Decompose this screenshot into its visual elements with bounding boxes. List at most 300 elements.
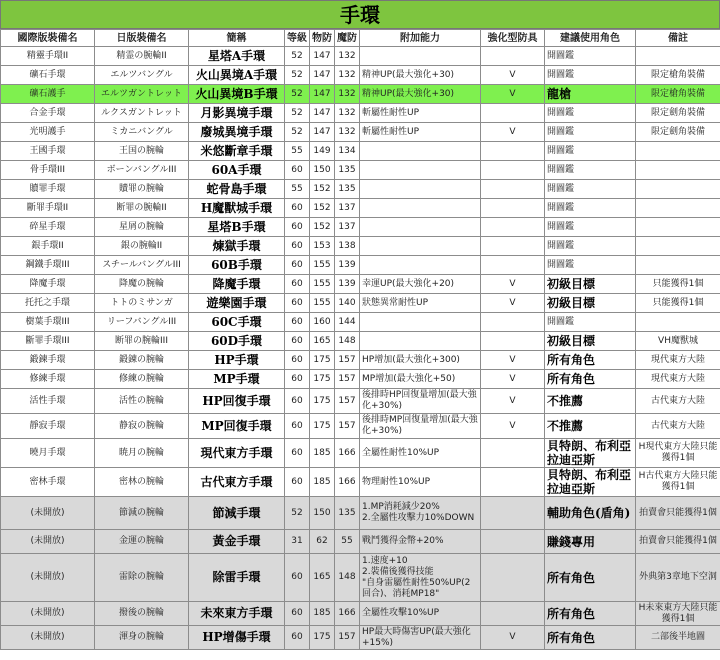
col-header-jp-name: 日版裝備名 [95,30,189,47]
cell-pdef: 185 [310,468,335,497]
cell-ability [360,218,481,237]
cell-note [636,161,720,180]
cell-intl-name: (未開放) [1,626,95,650]
cell-level: 60 [285,468,310,497]
cell-jp-name: ボーンバングルIII [95,161,189,180]
cell-note: H現代東方大陸只能獲得1個 [636,439,720,468]
cell-mdef: 132 [335,123,360,142]
cell-recommended: 輔助角色(盾角) [545,497,636,530]
cell-recommended: 不推薦 [545,389,636,414]
cell-recommended: 初級目標 [545,275,636,294]
cell-short-name: MP手環 [189,370,285,389]
cell-mdef: 137 [335,199,360,218]
cell-intl-name: 斷罪手環II [1,199,95,218]
cell-pdef: 160 [310,313,335,332]
cell-enhanced [481,237,545,256]
cell-note: 拍賣會只能獲得1個 [636,497,720,530]
cell-jp-name: 雷除の腕輪 [95,554,189,602]
cell-note: 只能獲得1個 [636,294,720,313]
cell-note: 限定槍角裝備 [636,85,720,104]
cell-intl-name: 樹葉手環III [1,313,95,332]
cell-short-name: HP增傷手環 [189,626,285,650]
cell-enhanced [481,180,545,199]
cell-ability: 幸運UP(最大強化+20) [360,275,481,294]
cell-level: 60 [285,414,310,439]
cell-level: 60 [285,370,310,389]
cell-level: 60 [285,313,310,332]
col-header-pdef: 物防 [310,30,335,47]
cell-intl-name: 贖罪手環 [1,180,95,199]
cell-ability: HP增加(最大強化+300) [360,351,481,370]
cell-note: 外典第3章地下空洞 [636,554,720,602]
cell-ability: 精神UP(最大強化+30) [360,66,481,85]
cell-recommended: 貝特朗、布利亞拉迪亞斯 [545,468,636,497]
header-row [1,30,720,47]
cell-level: 52 [285,66,310,85]
table-row [1,530,720,554]
cell-recommended: 開圖鑑 [545,218,636,237]
cell-short-name: 蛇骨島手環 [189,180,285,199]
col-header-intl-name: 國際版裝備名 [1,30,95,47]
cell-pdef: 152 [310,180,335,199]
table-row [1,602,720,626]
table-row [1,370,720,389]
cell-jp-name: 節減の腕輪 [95,497,189,530]
col-header-note: 備註 [636,30,720,47]
cell-recommended: 開圖鑑 [545,142,636,161]
cell-intl-name: 合金手環 [1,104,95,123]
cell-mdef: 157 [335,626,360,650]
cell-jp-name: 降魔の腕輪 [95,275,189,294]
table-row [1,439,720,468]
cell-ability: 全屬性耐性10%UP [360,439,481,468]
table-row [1,47,720,66]
cell-pdef: 147 [310,66,335,85]
cell-pdef: 62 [310,530,335,554]
cell-ability: 1.速度+10 2.裝備後獲得技能 "自身雷屬性耐性50%UP(2回合)、消耗MP18" [360,554,481,602]
cell-recommended: 所有角色 [545,554,636,602]
cell-recommended: 開圖鑑 [545,161,636,180]
cell-short-name: 星塔B手環 [189,218,285,237]
cell-level: 60 [285,218,310,237]
cell-ability [360,313,481,332]
table-row [1,161,720,180]
cell-enhanced: V [481,85,545,104]
cell-intl-name: 降魔手環 [1,275,95,294]
cell-mdef: 144 [335,313,360,332]
cell-enhanced [481,142,545,161]
table-row [1,351,720,370]
table-row [1,104,720,123]
cell-level: 60 [285,439,310,468]
cell-pdef: 155 [310,294,335,313]
cell-jp-name: 鍛錬の腕輪 [95,351,189,370]
cell-level: 60 [285,237,310,256]
cell-jp-name: 渾身の腕輪 [95,626,189,650]
cell-note [636,199,720,218]
cell-pdef: 155 [310,256,335,275]
cell-ability [360,161,481,180]
cell-intl-name: 托托之手環 [1,294,95,313]
cell-short-name: 節減手環 [189,497,285,530]
cell-jp-name: 活性の腕輪 [95,389,189,414]
cell-enhanced [481,218,545,237]
col-header-recommended: 建議使用角色 [545,30,636,47]
cell-enhanced: V [481,351,545,370]
cell-mdef: 138 [335,237,360,256]
table-row [1,66,720,85]
cell-pdef: 165 [310,332,335,351]
table-row [1,554,720,602]
cell-intl-name: 精靈手環II [1,47,95,66]
cell-short-name: 古代東方手環 [189,468,285,497]
cell-mdef: 132 [335,47,360,66]
cell-ability: 1.MP消耗減少20% 2.全屬性攻擊力10%DOWN [360,497,481,530]
cell-short-name: 現代東方手環 [189,439,285,468]
cell-short-name: 星塔A手環 [189,47,285,66]
cell-enhanced: V [481,123,545,142]
cell-ability: 斬屬性耐性UP [360,123,481,142]
cell-pdef: 165 [310,554,335,602]
table-row [1,256,720,275]
cell-intl-name: 礦石護手 [1,85,95,104]
cell-intl-name: 礦石手環 [1,66,95,85]
cell-recommended: 所有角色 [545,602,636,626]
cell-intl-name: 曉月手環 [1,439,95,468]
cell-short-name: 60B手環 [189,256,285,275]
cell-enhanced [481,313,545,332]
cell-level: 55 [285,142,310,161]
cell-level: 60 [285,294,310,313]
cell-intl-name: 銀手環II [1,237,95,256]
cell-intl-name: 王國手環 [1,142,95,161]
cell-recommended: 開圖鑑 [545,47,636,66]
cell-short-name: 60D手環 [189,332,285,351]
cell-ability: 精神UP(最大強化+30) [360,85,481,104]
cell-mdef: 148 [335,554,360,602]
cell-jp-name: 断罪の腕輪II [95,199,189,218]
cell-ability [360,142,481,161]
cell-enhanced [481,602,545,626]
cell-short-name: HP回復手環 [189,389,285,414]
cell-short-name: 60C手環 [189,313,285,332]
cell-short-name: 未來東方手環 [189,602,285,626]
cell-jp-name: ミカニバングル [95,123,189,142]
cell-recommended: 所有角色 [545,351,636,370]
cell-mdef: 134 [335,142,360,161]
cell-intl-name: 骨手環III [1,161,95,180]
cell-intl-name: (未開放) [1,497,95,530]
cell-recommended: 初級目標 [545,294,636,313]
cell-pdef: 153 [310,237,335,256]
cell-note: 限定劍角裝備 [636,123,720,142]
cell-ability [360,180,481,199]
cell-ability: 戰鬥獲得金幣+20% [360,530,481,554]
cell-recommended: 開圖鑑 [545,123,636,142]
cell-ability: 後排時MP回復量增加(最大強化+30%) [360,414,481,439]
cell-note: 古代東方大陸 [636,414,720,439]
cell-intl-name: 靜寂手環 [1,414,95,439]
cell-short-name: 米悠斷章手環 [189,142,285,161]
table-row [1,180,720,199]
cell-ability: 後排時HP回復量增加(最大強化+30%) [360,389,481,414]
page-title: 手環 [0,0,720,29]
cell-jp-name: リーフバングルIII [95,313,189,332]
col-header-level: 等級 [285,30,310,47]
cell-note [636,47,720,66]
cell-jp-name: 金運の腕輪 [95,530,189,554]
table-row [1,142,720,161]
cell-short-name: 煉獄手環 [189,237,285,256]
cell-level: 60 [285,275,310,294]
cell-level: 60 [285,199,310,218]
cell-pdef: 152 [310,199,335,218]
cell-pdef: 147 [310,123,335,142]
table-row [1,626,720,650]
cell-intl-name: 鋼鐵手環III [1,256,95,275]
cell-level: 52 [285,47,310,66]
cell-note [636,313,720,332]
cell-enhanced [481,256,545,275]
cell-level: 60 [285,554,310,602]
cell-intl-name: (未開放) [1,530,95,554]
table-row [1,389,720,414]
cell-mdef: 166 [335,602,360,626]
cell-jp-name: 密林の腕輪 [95,468,189,497]
cell-enhanced: V [481,389,545,414]
cell-mdef: 135 [335,180,360,199]
cell-enhanced [481,530,545,554]
cell-level: 60 [285,389,310,414]
cell-jp-name: エルツガントレット [95,85,189,104]
table-row [1,313,720,332]
table-row [1,218,720,237]
cell-note: H未來東方大陸只能獲得1個 [636,602,720,626]
cell-mdef: 148 [335,332,360,351]
cell-recommended: 初級目標 [545,332,636,351]
cell-note: 二部後半地圖 [636,626,720,650]
cell-level: 52 [285,497,310,530]
cell-note [636,218,720,237]
cell-mdef: 135 [335,161,360,180]
table-row [1,85,720,104]
table-row [1,468,720,497]
table-body [1,47,720,650]
cell-recommended: 所有角色 [545,626,636,650]
col-header-short-name: 簡稱 [189,30,285,47]
table-row [1,199,720,218]
cell-note [636,142,720,161]
cell-recommended: 開圖鑑 [545,237,636,256]
cell-pdef: 150 [310,497,335,530]
cell-ability [360,47,481,66]
cell-jp-name: 暁月の腕輪 [95,439,189,468]
cell-enhanced [481,332,545,351]
cell-pdef: 175 [310,626,335,650]
cell-ability [360,199,481,218]
cell-ability: 全屬性攻擊10%UP [360,602,481,626]
cell-note [636,256,720,275]
cell-note: 只能獲得1個 [636,275,720,294]
cell-short-name: 60A手環 [189,161,285,180]
cell-pdef: 175 [310,389,335,414]
cell-jp-name: 修練の腕輪 [95,370,189,389]
cell-recommended: 開圖鑑 [545,66,636,85]
table-row [1,237,720,256]
cell-jp-name: 撥後の腕輪 [95,602,189,626]
cell-level: 60 [285,161,310,180]
bracelet-table [0,29,720,650]
cell-level: 52 [285,104,310,123]
cell-note: 古代東方大陸 [636,389,720,414]
cell-mdef: 140 [335,294,360,313]
table-row [1,497,720,530]
col-header-enhanced: 強化型防具 [481,30,545,47]
cell-mdef: 55 [335,530,360,554]
cell-short-name: 火山異境B手環 [189,85,285,104]
cell-enhanced [481,554,545,602]
cell-jp-name: エルツバングル [95,66,189,85]
cell-mdef: 139 [335,256,360,275]
cell-pdef: 147 [310,47,335,66]
cell-note: VH魔獸城 [636,332,720,351]
cell-pdef: 149 [310,142,335,161]
cell-recommended: 開圖鑑 [545,199,636,218]
cell-pdef: 185 [310,439,335,468]
cell-intl-name: 修練手環 [1,370,95,389]
cell-level: 60 [285,602,310,626]
cell-intl-name: 鍛鍊手環 [1,351,95,370]
cell-short-name: 遊樂園手環 [189,294,285,313]
cell-enhanced: V [481,275,545,294]
cell-jp-name: 銀の腕輪II [95,237,189,256]
cell-recommended: 開圖鑑 [545,256,636,275]
cell-ability: MP增加(最大強化+50) [360,370,481,389]
cell-note: 限定劍角裝備 [636,104,720,123]
cell-ability: HP最大時傷害UP(最大強化+15%) [360,626,481,650]
cell-mdef: 137 [335,218,360,237]
cell-mdef: 157 [335,414,360,439]
cell-level: 60 [285,332,310,351]
cell-mdef: 157 [335,370,360,389]
cell-short-name: 除雷手環 [189,554,285,602]
cell-short-name: 黃金手環 [189,530,285,554]
cell-recommended: 貝特朗、布利亞拉迪亞斯 [545,439,636,468]
cell-short-name: 降魔手環 [189,275,285,294]
cell-intl-name: 碎星手環 [1,218,95,237]
cell-ability [360,237,481,256]
cell-enhanced: V [481,370,545,389]
cell-note: H古代東方大陸只能獲得1個 [636,468,720,497]
cell-enhanced [481,104,545,123]
cell-ability [360,332,481,351]
cell-jp-name: 王国の腕輪 [95,142,189,161]
cell-enhanced: V [481,626,545,650]
table-row [1,275,720,294]
cell-mdef: 135 [335,497,360,530]
cell-mdef: 157 [335,351,360,370]
table-row [1,123,720,142]
cell-level: 55 [285,180,310,199]
table-row [1,294,720,313]
cell-ability: 物理耐性10%UP [360,468,481,497]
cell-intl-name: 斷罪手環III [1,332,95,351]
cell-pdef: 150 [310,161,335,180]
cell-recommended: 所有角色 [545,370,636,389]
cell-jp-name: 静寂の腕輪 [95,414,189,439]
cell-enhanced: V [481,66,545,85]
cell-note: 現代東方大陸 [636,351,720,370]
cell-intl-name: (未開放) [1,602,95,626]
table-row [1,332,720,351]
cell-jp-name: 断罪の腕輪III [95,332,189,351]
cell-pdef: 147 [310,85,335,104]
cell-level: 60 [285,351,310,370]
cell-enhanced [481,497,545,530]
cell-intl-name: 活性手環 [1,389,95,414]
cell-note: 拍賣會只能獲得1個 [636,530,720,554]
cell-level: 60 [285,256,310,275]
cell-intl-name: 密林手環 [1,468,95,497]
cell-recommended: 不推薦 [545,414,636,439]
cell-level: 52 [285,85,310,104]
cell-recommended: 開圖鑑 [545,180,636,199]
cell-short-name: MP回復手環 [189,414,285,439]
cell-jp-name: 贖罪の腕輪 [95,180,189,199]
cell-note: 現代東方大陸 [636,370,720,389]
cell-intl-name: 光明護手 [1,123,95,142]
cell-pdef: 175 [310,414,335,439]
cell-pdef: 175 [310,370,335,389]
cell-mdef: 166 [335,468,360,497]
cell-mdef: 166 [335,439,360,468]
cell-jp-name: 精霊の腕輪II [95,47,189,66]
cell-mdef: 132 [335,104,360,123]
table-row [1,414,720,439]
cell-recommended: 龍槍 [545,85,636,104]
cell-short-name: 廢城異境手環 [189,123,285,142]
cell-mdef: 139 [335,275,360,294]
cell-level: 60 [285,626,310,650]
cell-short-name: 月影異境手環 [189,104,285,123]
col-header-mdef: 魔防 [335,30,360,47]
cell-note [636,180,720,199]
cell-pdef: 147 [310,104,335,123]
col-header-ability: 附加能力 [360,30,481,47]
cell-mdef: 132 [335,66,360,85]
cell-recommended: 開圖鑑 [545,104,636,123]
cell-jp-name: トトのミサンガ [95,294,189,313]
cell-enhanced [481,47,545,66]
cell-enhanced [481,161,545,180]
cell-level: 31 [285,530,310,554]
cell-note [636,237,720,256]
cell-jp-name: ルクスガントレット [95,104,189,123]
cell-enhanced [481,439,545,468]
cell-short-name: HP手環 [189,351,285,370]
cell-pdef: 175 [310,351,335,370]
cell-level: 52 [285,123,310,142]
cell-note: 限定槍角裝備 [636,66,720,85]
cell-mdef: 132 [335,85,360,104]
cell-pdef: 152 [310,218,335,237]
cell-intl-name: (未開放) [1,554,95,602]
cell-mdef: 157 [335,389,360,414]
cell-ability: 斬屬性耐性UP [360,104,481,123]
cell-short-name: H魔獸城手環 [189,199,285,218]
cell-recommended: 開圖鑑 [545,313,636,332]
cell-short-name: 火山異境A手環 [189,66,285,85]
